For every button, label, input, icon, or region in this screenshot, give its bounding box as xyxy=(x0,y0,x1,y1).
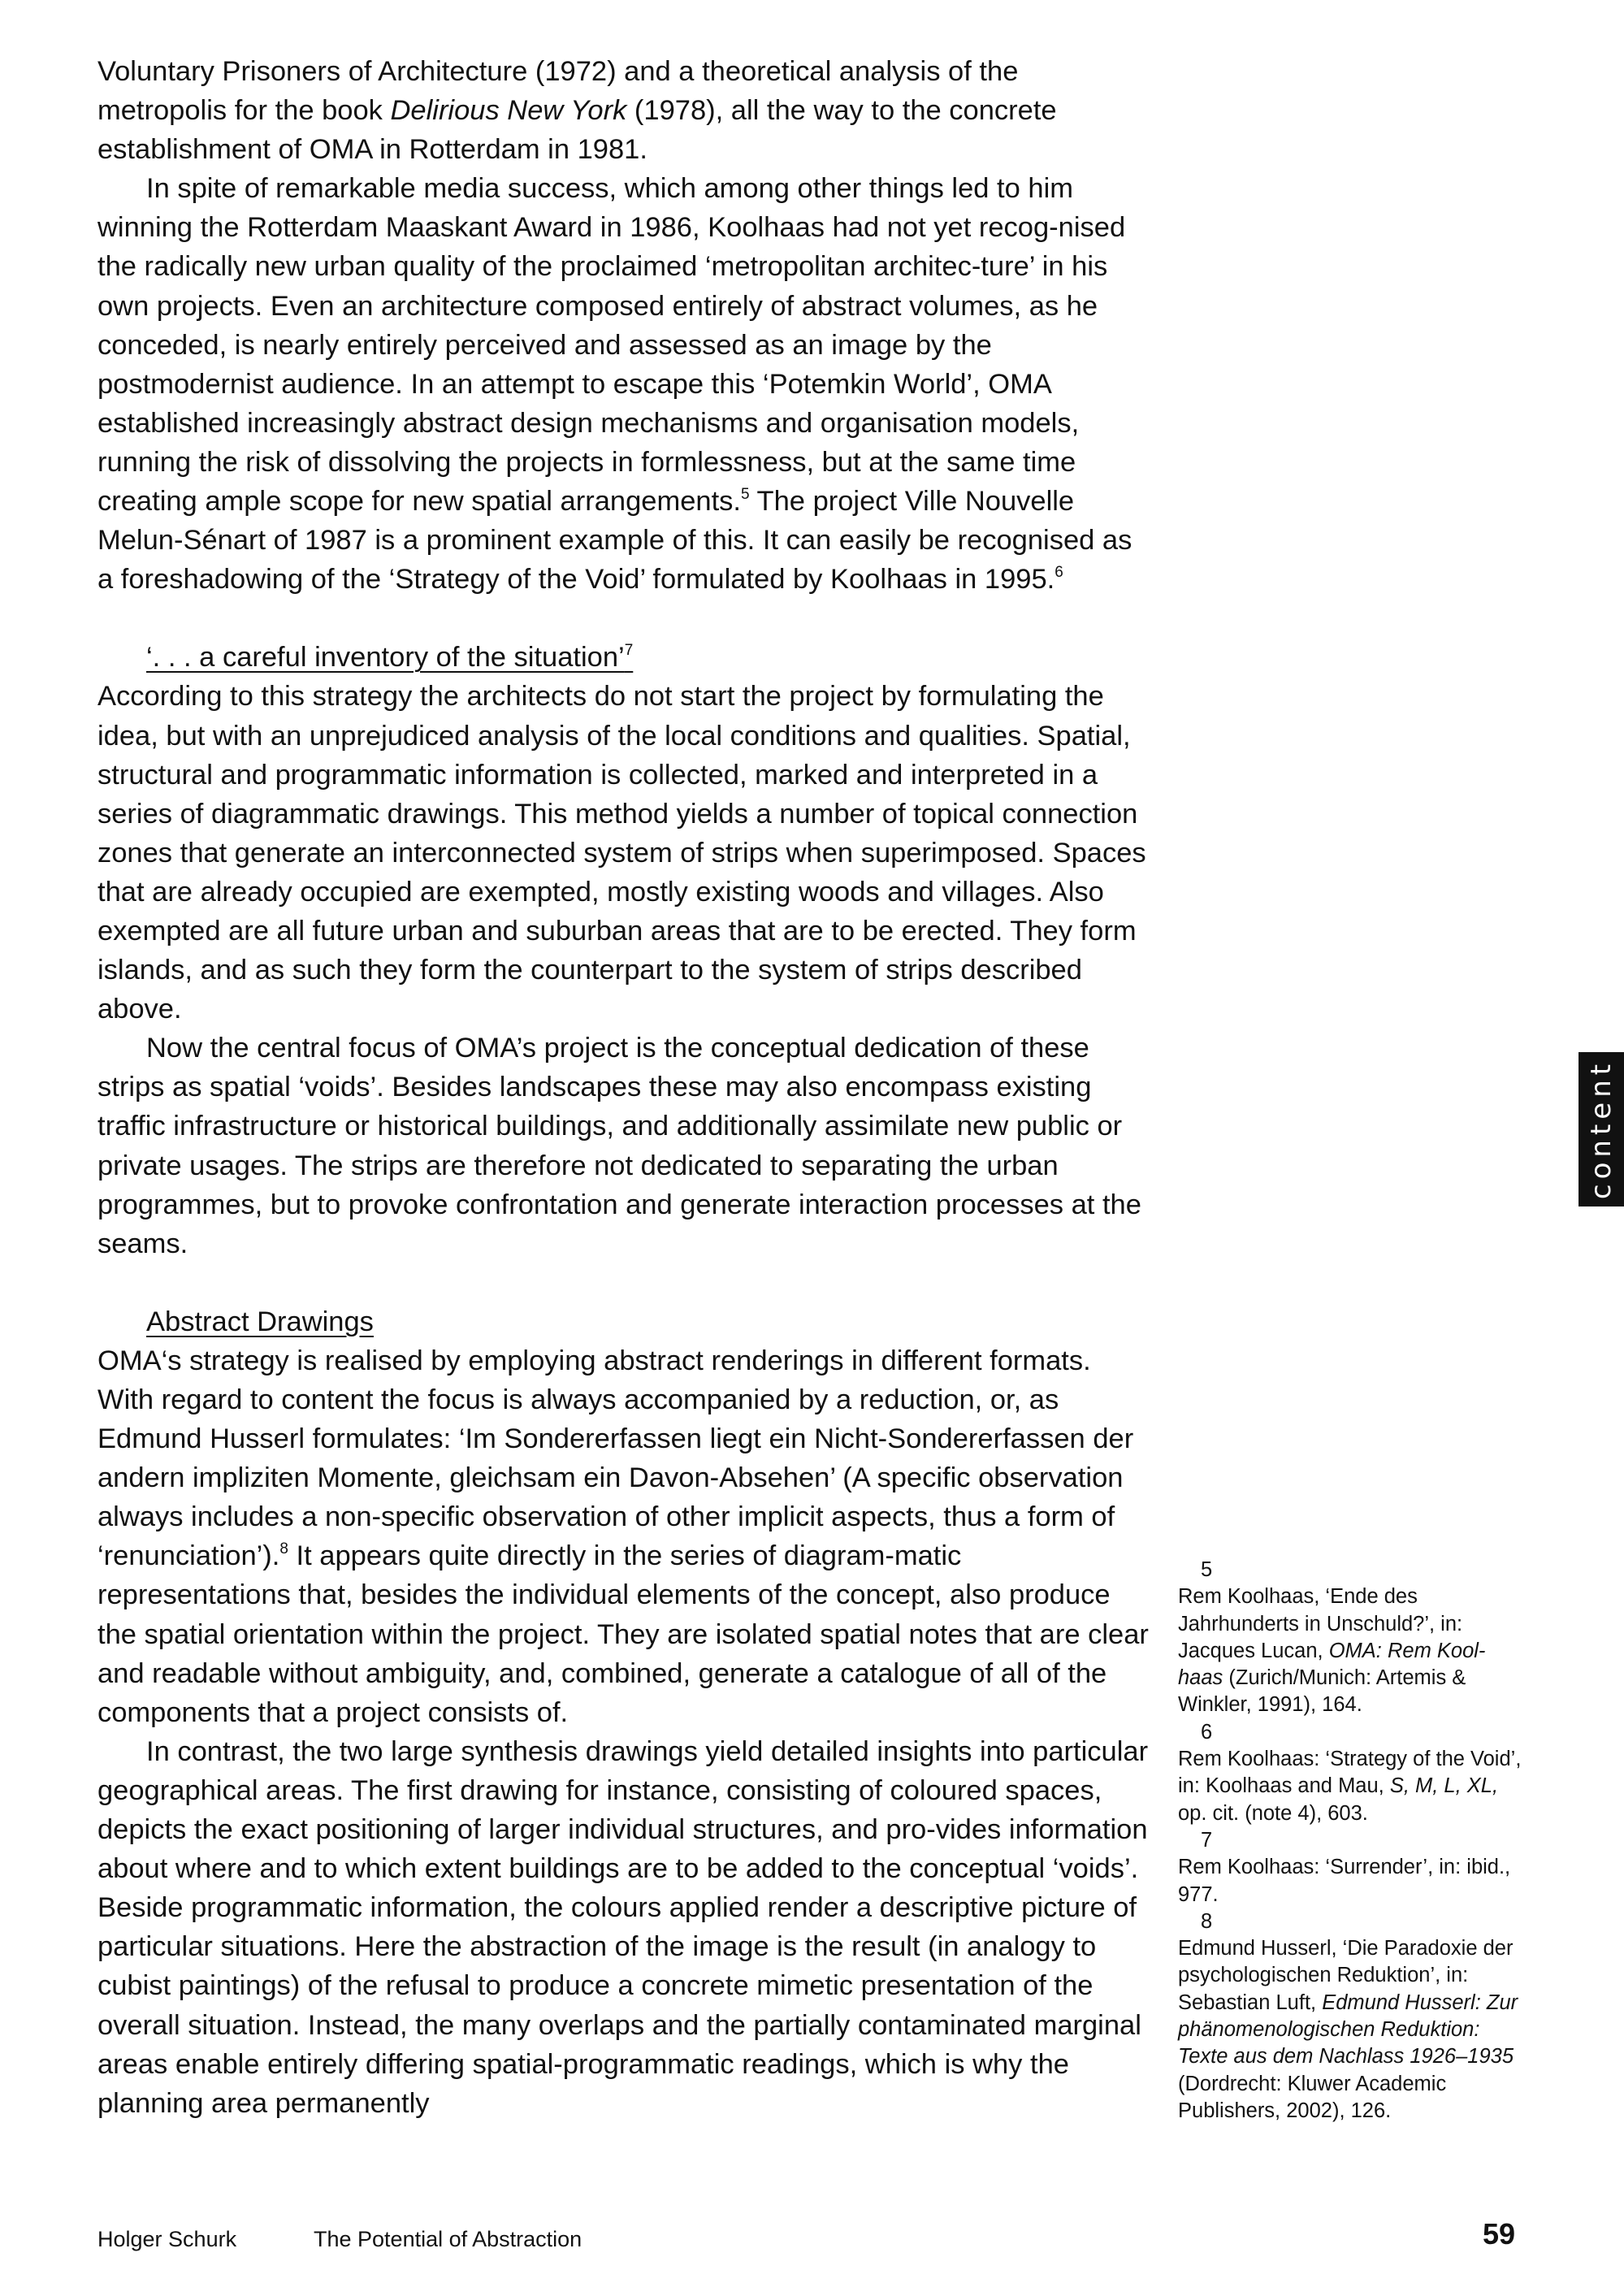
text-run: ‘. . . a careful inventory of the situation’ xyxy=(146,642,625,674)
content-side-tab-label: content xyxy=(1585,1059,1618,1200)
footnote xyxy=(1178,1719,1527,1827)
text-run: op. cit. (note 4), 603. xyxy=(1178,1801,1368,1825)
text-run: OMA‘s strategy is realised by employing abstract renderings in different formats. With regard to content the focus is always accompanied by a reduction, or, as Edmund Husserl formulates: ‘Im Sondererfassen liegt ein Nicht-Sondererfassen der andern impliziten Momente, gleichsam ein Davon-Absehen’ (A specific observation always includes a non-specific observation of other implicit aspects, thus a form of ‘renunciation’). xyxy=(97,1345,1134,1572)
text-run: The project Ville Nouvelle Melun-Sénart of 1987 is a prominent example of this. It can easily be recognised as a foreshadowing of the ‘Strategy of the Void’ formulated by Koolhaas in 1995. xyxy=(97,486,1132,596)
footnote xyxy=(1178,1557,1527,1719)
footnote-number: 7 xyxy=(1201,1828,1213,1852)
paragraph-gap xyxy=(97,1263,1154,1302)
footnote-text xyxy=(1178,1935,1527,2125)
footnote-number: 5 xyxy=(1201,1558,1213,1581)
paragraph xyxy=(97,169,1154,599)
text-run: Voluntary Prisoners of Architecture (1972) and a theoretical analysis of the metropolis for the book xyxy=(97,56,1019,127)
text-run: Rem Koolhaas, ‘Ende des Jahrhunderts in Unschuld?’, in: Jacques Lucan, xyxy=(1178,1585,1463,1662)
text-run: In contrast, the two large synthesis drawings yield detailed insights into particular geographical areas. The first drawing for instance, consisting of coloured spaces, depicts the exact positioning of larger individual structures, and pro-vides information about where and to which extent buildings are to be added to the conceptual ‘voids’. Beside programmatic information, the colours applied render a descriptive picture of particular situations. Here the abstraction of the image is the result (in analogy to cubist paintings) of the refusal to produce a concrete mimetic presentation of the overall situation. Instead, the many overlaps and the partially contaminated marginal areas enable entirely differing spatial-programmatic readings, which is why the planning area permanently xyxy=(97,1735,1149,2119)
text-run: Edmund Husserl, ‘Die Paradoxie der psychologischen Reduktion’, in: Sebastian Luft, xyxy=(1178,1937,1514,2014)
footnote-number: 6 xyxy=(1201,1720,1213,1744)
text-run: (Dordrecht: Kluwer Academic Publishers, 2002), 126. xyxy=(1178,2072,1447,2122)
page-number: 59 xyxy=(1482,2217,1515,2251)
footnote-ref: 7 xyxy=(624,642,634,660)
paragraph xyxy=(97,1029,1154,1263)
paragraph-gap xyxy=(97,599,1154,638)
footer-author: Holger Schurk xyxy=(97,2227,237,2251)
text-run: In spite of remarkable media success, which among other things led to him winning the Rotterdam Maaskant Award in 1986, Koolhaas had not yet recog-nised the radically new urban quality of the proclaimed ‘metropolitan architec-ture’ in his own projects. Even an architecture composed entirely of abstract volumes, as he conceded, is nearly entirely perceived and assessed as an image by the postmodernist audience. In an attempt to escape this ‘Potemkin World’, OMA established increasingly abstract design mechanisms and organisation models, running the risk of dissolving the projects in formlessness, but at the same time creating ample scope for new spatial arrangements. xyxy=(97,173,1126,518)
footnote-ref: 8 xyxy=(279,1540,288,1558)
footnote-text xyxy=(1178,1854,1527,1908)
text-run: According to this strategy the architects do not start the project by formulating the idea, but with an unprejudiced analysis of the local conditions and qualities. Spatial, structural and programmatic information is collected, marked and interpreted in a series of diagrammatic drawings. This method yields a number of topical connection zones that generate an interconnected system of strips when superimposed. Spaces that are already occupied are exempted, mostly existing woods and villages. Also exempted are all future urban and suburban areas that are to be erected. They form islands, and as such they form the counterpart to the system of strips described above. xyxy=(97,681,1146,1025)
paragraph xyxy=(97,1341,1154,1732)
section-heading xyxy=(97,1302,1154,1341)
paragraph xyxy=(97,677,1154,1029)
text-run: Rem Koolhaas: ‘Surrender’, in: ibid., 977. xyxy=(1178,1856,1511,1906)
text-run: (1978), all the way to the concrete establishment of OMA in Rotterdam in 1981. xyxy=(97,95,1057,166)
text-run: (Zurich/Munich: Artemis & Winkler, 1991), 164. xyxy=(1178,1666,1466,1717)
text-run: Rem Koolhaas: ‘Strategy of the Void’, in: Koolhaas and Mau, xyxy=(1178,1748,1522,1798)
footnote-text xyxy=(1178,1583,1527,1718)
paragraph xyxy=(97,52,1154,169)
footnote xyxy=(1178,1908,1527,2125)
footnote xyxy=(1178,1827,1527,1908)
italic-text: Delirious New York xyxy=(390,95,627,127)
text-run: It appears quite directly in the series of diagram-matic representations that, besides the individual elements of the concept, also produce the spatial orientation within the project. They are isolated spatial notes that are clear and readable without ambiguity, and, combined, generate a catalogue of all of the components that a project consists of. xyxy=(97,1540,1149,1728)
footer-title: The Potential of Abstraction xyxy=(314,2227,582,2251)
section-heading-text xyxy=(146,642,633,673)
text-run: Now the central focus of OMA’s project is the conceptual dedication of these strips as spatial ‘voids’. Besides landscapes these may also encompass existing traffic infrastructure or historical buildings, and additionally assimilate new public or private usages. The strips are therefore not dedicated to separating the urban programmes, but to provoke confrontation and generate interaction processes at the seams. xyxy=(97,1033,1141,1259)
text-run: Abstract Drawings xyxy=(146,1306,374,1337)
italic-text: Edmund Husserl: Zur phänomenologischen Reduktion: Texte aus dem Nachlass 1926–1935 xyxy=(1178,1991,1518,2069)
section-heading xyxy=(97,638,1154,677)
footnote-number: 8 xyxy=(1201,1909,1213,1933)
content-side-tab[interactable] xyxy=(1579,1052,1624,1206)
footnote-ref: 5 xyxy=(741,485,750,503)
italic-text: S, M, L, XL, xyxy=(1389,1774,1499,1798)
footnotes xyxy=(1178,1557,1527,2125)
footnote-ref: 6 xyxy=(1055,564,1063,581)
paragraph xyxy=(97,1732,1154,2123)
italic-text: OMA: Rem Kool-haas xyxy=(1178,1639,1486,1690)
section-heading-text xyxy=(146,1306,374,1337)
footnote-text xyxy=(1178,1746,1527,1827)
main-text-column xyxy=(97,52,1154,2123)
